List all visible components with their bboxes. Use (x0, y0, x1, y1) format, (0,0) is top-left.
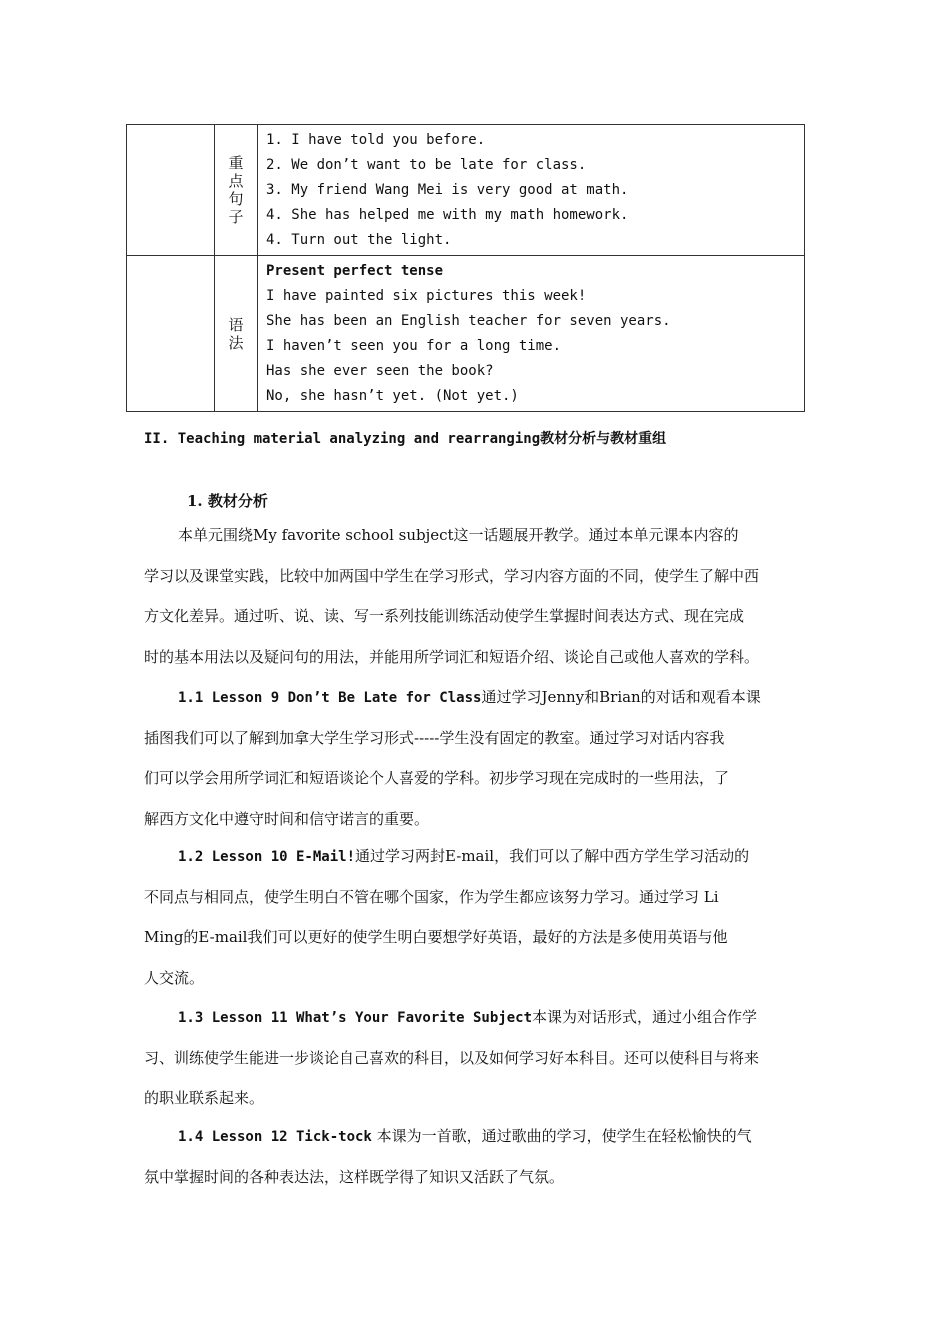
paragraph-line: 们可以学会用所学词汇和短语谈论个人喜爱的学科。初步学习现在完成时的一些用法，了 (144, 769, 730, 788)
grammar-line: I have painted six pictures this week! (266, 288, 587, 304)
paragraph-line: 不同点与相同点，使学生明白不管在哪个国家，作为学生都应该努力学习。通过学习 Li (144, 887, 719, 906)
sentence-line: 1. I have told you before. (266, 132, 486, 148)
sentence-line: 4. Turn out the light. (266, 232, 452, 248)
lesson-12-paragraph (144, 1126, 806, 1207)
lesson-9-paragraph (144, 687, 806, 850)
grammar-line: Has she ever seen the book? (266, 363, 494, 379)
paragraph-line: 的职业联系起来。 (144, 1089, 265, 1108)
grammar-line: No, she hasn’t yet. (Not yet.) (266, 388, 519, 404)
lesson-heading: 1.2 Lesson 10 E-Mail! (178, 849, 356, 865)
lesson-heading: 1.1 Lesson 9 Don’t Be Late for Class (178, 690, 482, 706)
lesson-10-paragraph (144, 846, 806, 1009)
paragraph-line: 本单元围绕My favorite school subject这一话题展开教学。通过本单元课本内容的 (178, 526, 739, 544)
key-points-table (126, 124, 805, 412)
paragraph-line: 通过学习Jenny和Brian的对话和观看本课 (481, 688, 761, 706)
table-row-grammar (127, 256, 805, 412)
paragraph-line: 时的基本用法以及疑问句的用法，并能用所学词汇和短语介绍、谈论自己或他人喜欢的学科。 (144, 648, 760, 667)
paragraph-line: 方文化差异。通过听、说、读、写一系列技能训练活动使学生掌握时间表达方式、现在完成 (144, 607, 745, 626)
paragraph-line: 学习以及课堂实践，比较中加两国中学生在学习形式，学习内容方面的不同，使学生了解中西 (144, 566, 760, 585)
paragraph-line: 习、训练使学生能进一步谈论自己喜欢的科目，以及如何学习好本科目。还可以使科目与将来 (144, 1048, 760, 1067)
grammar-line: I haven’t seen you for a long time. (266, 338, 562, 354)
lesson-heading: 1.3 Lesson 11 What’s Your Favorite Subject (178, 1010, 533, 1026)
grammar-line: She has been an English teacher for seven years. (266, 313, 671, 329)
subsection-title: 1. 教材分析 (187, 492, 268, 510)
grammar-heading: Present perfect tense (266, 263, 444, 279)
paragraph-line: 通过学习两封E-mail，我们可以了解中西方学生学习活动的 (355, 847, 750, 865)
sentence-line: 2. We don’t want to be late for class. (266, 157, 587, 173)
key-sentences-cell (258, 125, 805, 256)
empty-cell (127, 256, 215, 412)
paragraph-line: 氛中掌握时间的各种表达法，这样既学得了知识又活跃了气氛。 (144, 1167, 565, 1186)
lesson-11-paragraph (144, 1007, 806, 1129)
grammar-cell (258, 256, 805, 412)
row-label-key-sentences: 重 点 句 子 (215, 125, 258, 256)
paragraph-line: 解西方文化中遵守时间和信守诺言的重要。 (144, 810, 430, 829)
section-title: II. Teaching material analyzing and rearranging教材分析与教材重组 (144, 431, 667, 447)
paragraph-line: 人交流。 (144, 969, 205, 988)
empty-cell (127, 125, 215, 256)
paragraph-line: 本课为对话形式，通过小组合作学 (532, 1008, 758, 1026)
table-row-key-sentences (127, 125, 805, 256)
row-label-grammar: 语 法 (215, 256, 258, 412)
sentence-line: 3. My friend Wang Mei is very good at math. (266, 182, 629, 198)
paragraph-line: 本课为一首歌，通过歌曲的学习，使学生在轻松愉快的气 (371, 1127, 752, 1145)
paragraph-line: Ming的E-mail我们可以更好的使学生明白要想学好英语，最好的方法是多使用英语与他 (144, 928, 728, 947)
lesson-heading: 1.4 Lesson 12 Tick-tock (178, 1129, 372, 1145)
paragraph-line: 插图我们可以了解到加拿大学生学习形式-----学生没有固定的教室。通过学习对话内容我 (144, 728, 725, 747)
intro-paragraph (144, 525, 806, 688)
sentence-line: 4. She has helped me with my math homework. (266, 207, 629, 223)
